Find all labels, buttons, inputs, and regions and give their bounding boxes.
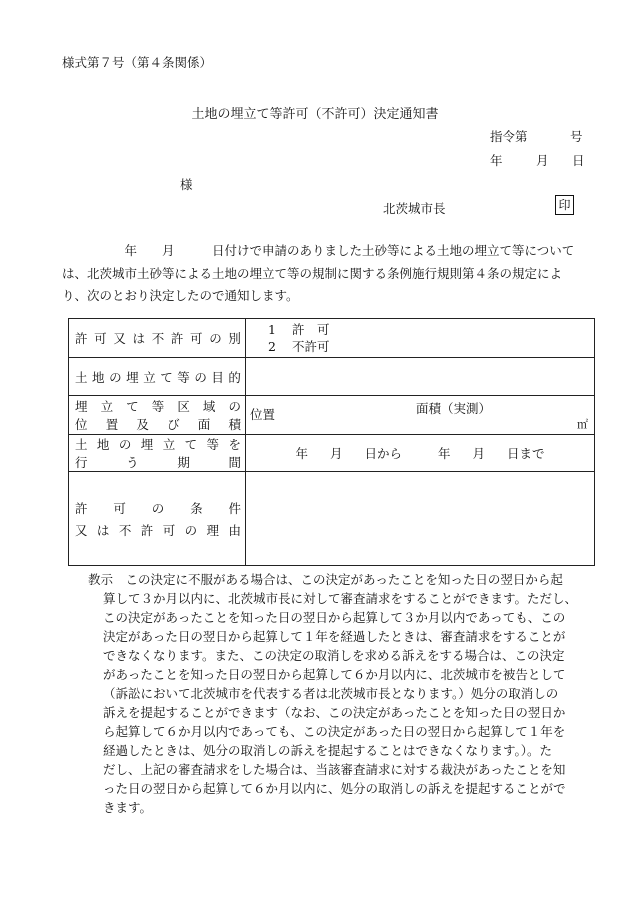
label-char: の — [194, 369, 207, 385]
label-char: 的 — [228, 369, 241, 385]
conditions-reasons-value — [246, 472, 595, 566]
label-char: 不 — [151, 331, 165, 346]
notice-line: できなくなります。また、この決定の取消しを求める訴えをする場合は、この決定 — [103, 648, 565, 663]
label-char: 許 — [75, 500, 88, 516]
reference-prefix: 指令第 — [490, 129, 528, 144]
label-char: 及 — [136, 417, 149, 432]
label-char: 立 — [143, 369, 156, 385]
notice-line: （訴訟において北茨城市を代表する者は北茨城市長となります。）処分の取消しの — [103, 686, 559, 701]
area-label: 面積（実測） — [416, 401, 492, 416]
notice-line: 教示 この決定に不服がある場合は、この決定があったことを知った日の翌日から起 — [88, 572, 563, 587]
date-year: 年 — [490, 153, 503, 168]
label-char: 許 — [140, 522, 154, 538]
label-char: は — [132, 331, 146, 346]
notice-line: 算して３か月以内に、北茨城市長に対して審査請求をすることができます。ただし、 — [103, 591, 578, 606]
notice-line: この決定があったことを知った日の翌日から起算して３か月以内であっても、この — [103, 610, 566, 625]
label-char: 埋 — [75, 399, 88, 414]
body-line: 年 月 日付けで申請のありました土砂等による土地の埋立て等について — [62, 243, 575, 258]
label-char: 行 — [75, 455, 88, 470]
label-char: 許 — [170, 331, 184, 346]
decision-table — [68, 318, 595, 566]
table-row — [69, 358, 595, 396]
label-char: の — [109, 369, 122, 385]
label-char: 可 — [113, 500, 126, 516]
label-char: 間 — [228, 455, 241, 470]
table-row — [69, 319, 595, 358]
label-char: 目 — [211, 369, 224, 385]
label-char: は — [96, 522, 110, 538]
label-char: 件 — [228, 500, 241, 516]
label-char: 域 — [202, 399, 216, 414]
period-end: 年 月 日まで — [438, 446, 545, 461]
body-line: は、北茨城市土砂等による土地の埋立て等の規制に関する条例施行規則第４条の規定によ — [62, 265, 563, 281]
label-char: 立 — [100, 399, 114, 414]
label-char: 地 — [96, 437, 110, 452]
notice-line: った日の翌日から起算して６か月以内に、処分の取消しの訴えを提起することがで — [103, 781, 566, 796]
location-area-cell — [246, 396, 595, 435]
label-char: の — [118, 437, 132, 452]
table-row — [69, 396, 595, 435]
label-char: 等 — [177, 369, 190, 385]
label-char: 埋 — [126, 369, 139, 385]
notice-line: 訴えを提起することができます（なお、この決定があったことを知った日の翌日か — [103, 705, 566, 720]
form-number: 様式第７号（第４条関係） — [62, 55, 213, 70]
period-start: 年 月 日から — [295, 446, 402, 461]
label-char: て — [160, 369, 173, 385]
period-value — [246, 435, 595, 472]
option-non-permit: 2 不許可 — [268, 339, 330, 354]
notice-line: 決定があった日の翌日から起算して１年を経過したときは、審査請求をすることが — [103, 629, 566, 644]
label-char: 等 — [206, 437, 220, 452]
label-permit-type — [69, 319, 246, 358]
purpose-value — [246, 358, 595, 396]
label-char: 位 — [75, 417, 88, 432]
label-char: の — [184, 522, 198, 538]
label-char: 積 — [228, 417, 241, 432]
label-char: 区 — [177, 399, 190, 414]
notification-body — [62, 240, 598, 308]
area-unit: ㎡ — [577, 418, 588, 431]
label-char: 許 — [75, 331, 88, 346]
appeal-notice — [88, 570, 608, 817]
label-char: 可 — [190, 331, 203, 346]
label-char: 不 — [118, 522, 132, 538]
label-char: 置 — [105, 417, 119, 432]
label-char: 可 — [94, 331, 107, 346]
label-char: 地 — [92, 369, 105, 385]
date-day: 日 — [572, 153, 585, 168]
location-label: 位置 — [250, 407, 276, 422]
label-char: 等 — [151, 399, 165, 414]
label-char: 条 — [190, 500, 203, 516]
issuer-name: 北茨城市長 — [383, 201, 446, 216]
label-char: 理 — [206, 522, 220, 538]
label-char: 由 — [228, 522, 241, 538]
label-location-area — [69, 396, 246, 435]
label-char: の — [209, 331, 222, 346]
label-char: 別 — [228, 331, 241, 346]
body-line: り、次のとおり決定したので通知します。 — [62, 288, 299, 303]
label-char: の — [228, 399, 241, 414]
label-char: の — [151, 500, 165, 516]
notice-line: だし、上記の審査請求をした場合は、当該審査請求に対する裁決があったことを知 — [103, 762, 566, 777]
label-purpose — [69, 358, 246, 396]
reference-suffix: 号 — [570, 129, 583, 144]
addressee-suffix: 様 — [180, 177, 193, 192]
notice-line: きます。 — [103, 800, 153, 815]
label-char: 又 — [75, 522, 88, 538]
label-conditions-reasons — [69, 472, 246, 566]
label-char: 期 — [177, 455, 190, 470]
permit-options — [246, 319, 595, 358]
document-title: 土地の埋立て等許可（不許可）決定通知書 — [191, 107, 439, 122]
notice-line: 経過したときは、処分の取消しの訴えを提起することはできなくなります。）。た — [103, 743, 553, 758]
label-char: 埋 — [140, 437, 154, 452]
label-char: び — [167, 417, 180, 432]
table-row — [69, 435, 595, 472]
label-char: 又 — [113, 331, 126, 346]
label-char: 可 — [162, 522, 176, 538]
label-char: う — [126, 455, 139, 470]
table-row — [69, 472, 595, 566]
label-char: を — [228, 437, 241, 452]
label-char: 立 — [162, 437, 176, 452]
option-permit: 1 許 可 — [268, 322, 330, 337]
label-char: て — [126, 399, 139, 414]
notice-line: ら起算して６か月以内であっても、この決定があった日の翌日から起算して１年を — [103, 724, 566, 739]
date-month: 月 — [536, 153, 549, 168]
label-period — [69, 435, 246, 472]
label-char: て — [184, 437, 198, 452]
label-char: 面 — [197, 417, 211, 432]
notice-line: があったことを知った日の翌日から起算して６か月以内に、北茨城市を被告として — [103, 667, 566, 682]
label-char: 土 — [75, 437, 88, 452]
seal-mark: 印 — [555, 195, 574, 215]
label-char: 土 — [75, 369, 88, 385]
